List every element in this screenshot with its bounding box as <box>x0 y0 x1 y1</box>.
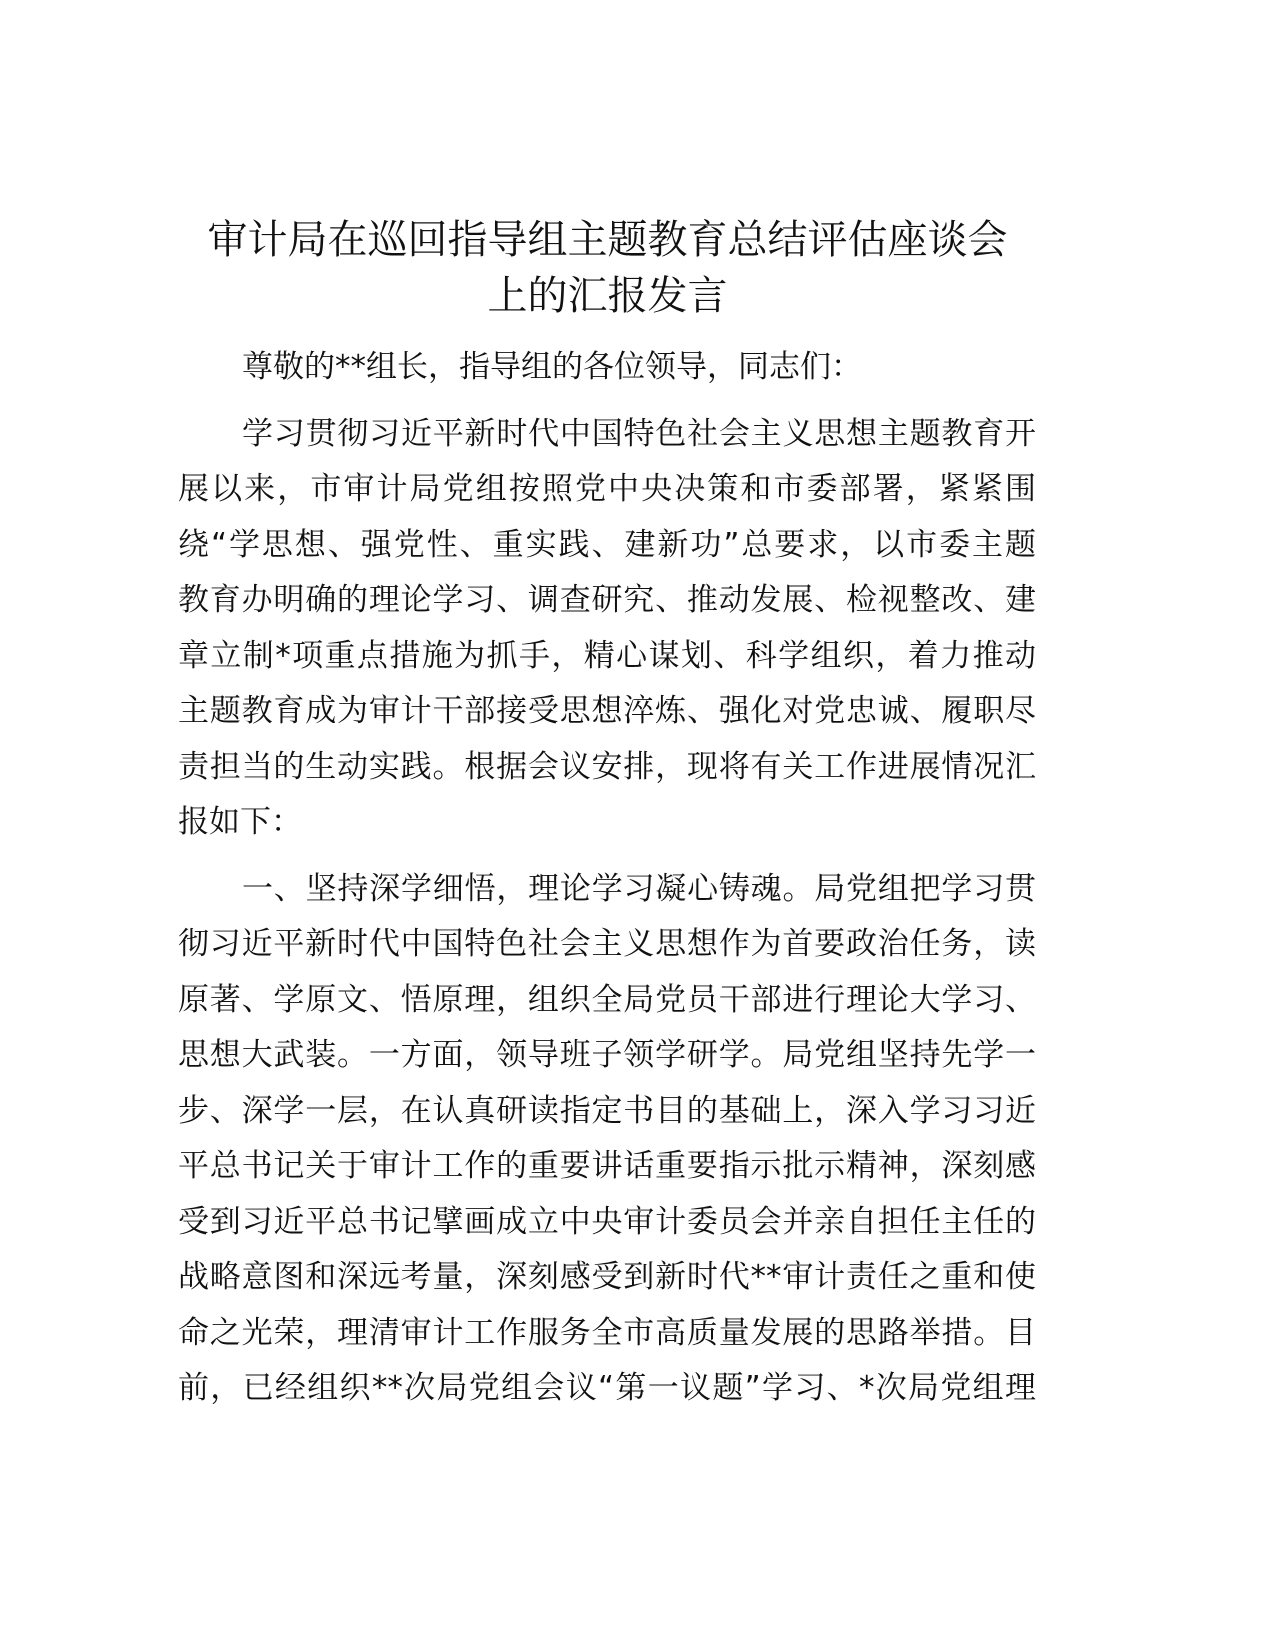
text-line: 彻习近平新时代中国特色社会主义思想作为首要政治任务，读 <box>178 926 1036 962</box>
section-one-paragraph <box>178 862 1036 1417</box>
text-line: 报如下： <box>178 804 302 840</box>
text-line: 主题教育成为审计干部接受思想淬炼、强化对党忠诚、履职尽 <box>178 693 1036 729</box>
text-line: 责担当的生动实践。根据会议安排，现将有关工作进展情况汇 <box>178 748 1036 785</box>
text-line: 命之光荣，理清审计工作服务全市高质量发展的思路举措。目 <box>178 1314 1036 1351</box>
intro-paragraph <box>178 407 1036 851</box>
document-title <box>160 212 1055 324</box>
text-line: 原著、学原文、悟原理，组织全局党员干部进行理论大学习、 <box>178 981 1036 1018</box>
title-line: 上的汇报发言 <box>487 273 728 319</box>
text-line: 受到习近平总书记擘画成立中央审计委员会并亲自担任主任的 <box>178 1203 1036 1240</box>
text-line: 展以来，市审计局党组按照党中央决策和市委部署，紧紧围 <box>178 471 1036 507</box>
text-line: 平总书记关于审计工作的重要讲话重要指示批示精神，深刻感 <box>178 1148 1036 1184</box>
text-line: 一、坚持深学细悟，理论学习凝心铸魂。局党组把学习贯 <box>242 870 1036 907</box>
text-line: 尊敬的**组长，指导组的各位领导，同志们： <box>242 349 862 385</box>
text-line: 前，已经组织**次局党组会议“第一议题”学习、*次局党组理 <box>178 1370 1036 1406</box>
text-line: 教育办明确的理论学习、调查研究、推动发展、检视整改、建 <box>178 582 1036 618</box>
text-line: 战略意图和深远考量，深刻感受到新时代**审计责任之重和使 <box>178 1259 1036 1295</box>
document-body <box>178 340 1036 1428</box>
title-line: 审计局在巡回指导组主题教育总结评估座谈会 <box>207 217 1008 263</box>
text-line: 学习贯彻习近平新时代中国特色社会主义思想主题教育开 <box>242 415 1036 452</box>
text-line: 绕“学思想、强党性、重实践、建新功”总要求，以市委主题 <box>178 526 1036 563</box>
text-line: 思想大武装。一方面，领导班子领学研学。局党组坚持先学一 <box>178 1037 1036 1073</box>
text-line: 步、深学一层，在认真研读指定书目的基础上，深入学习习近 <box>178 1092 1036 1129</box>
text-line: 章立制*项重点措施为抓手，精心谋划、科学组织，着力推动 <box>178 637 1036 674</box>
salutation-paragraph <box>178 340 1036 396</box>
